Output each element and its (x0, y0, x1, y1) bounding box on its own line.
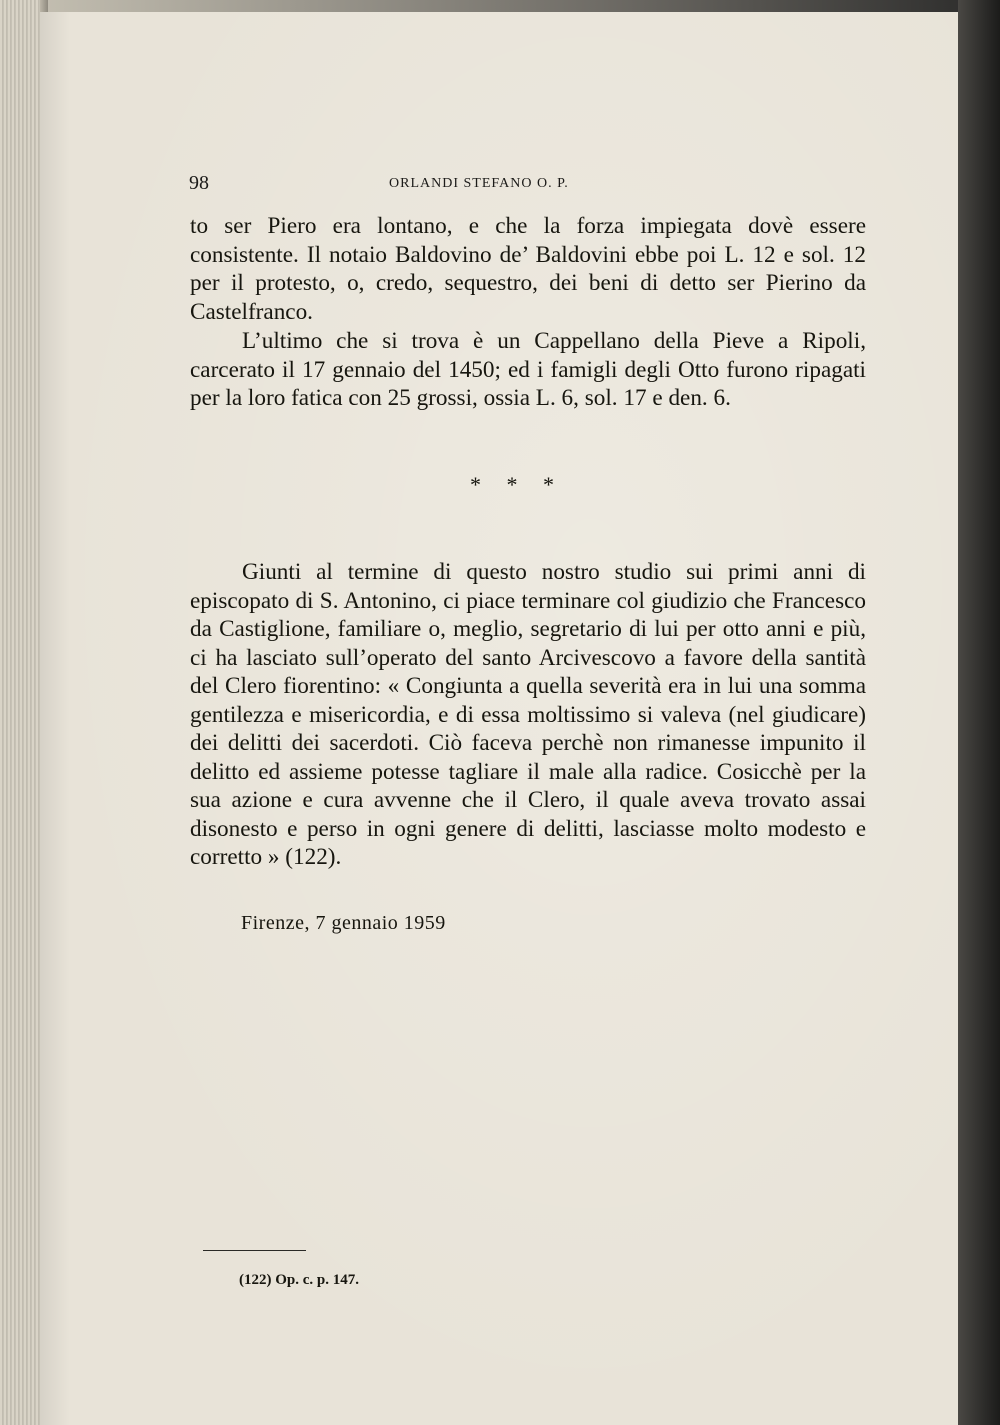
main-text (190, 212, 866, 413)
paragraph: L’ultimo che si trova è un Cappellano della Pieve a Ripoli, carcerato il 17 gennaio del 1450; ed i famigli degli Otto furono ripagati per la loro fatica con 25 grossi, ossia L. 6, sol. 17 e den. 6. (190, 327, 866, 412)
book-gutter-shadow (958, 0, 1000, 1425)
page-number: 98 (189, 172, 209, 194)
footnote-separator (203, 1250, 306, 1251)
closing-paragraph (190, 558, 866, 872)
section-break-asterism: * * * (470, 472, 564, 497)
paragraph-continued: to ser Piero era lontano, e che la forza impiegata dovè essere consistente. Il notaio Baldovino de’ Baldovini ebbe poi L. 12 e sol. 12 per il protesto, o, credo, sequestro, dei beni di detto ser Pierino da Castelfranco. (190, 213, 866, 326)
dateline: Firenze, 7 gennaio 1959 (241, 912, 446, 934)
page-header (189, 172, 869, 196)
footnote: (122) Op. c. p. 147. (239, 1272, 359, 1288)
paragraph: Giunti al termine di questo nostro studio sui primi anni di episcopato di S. Antonino, ci piace terminare col giudizio che Francesco da Castiglione, familiare o, meglio, segretario di lui per otto anni e più, ci ha lasciato sull’operato del santo Arcivescovo a favore della santità del Clero fiorentino: « Congiunta a quella severità era in lui una somma gentilezza e misericordia, e di essa moltissimo si valeva (nel giudicare) dei delitti dei sacerdoti. Ciò faceva perchè non rimanesse impunito il delitto ed assieme potesse tagliare il male alla radice. Cosicchè per la sua azione e cura avvenne che il Clero, il quale aveva trovato assai disonesto e perso in ogni genere di delitti, lasciasse molto modesto e corretto » (122). (190, 559, 866, 870)
running-head: ORLANDI STEFANO O. P. (389, 176, 569, 191)
scan-top-edge (0, 0, 1000, 12)
